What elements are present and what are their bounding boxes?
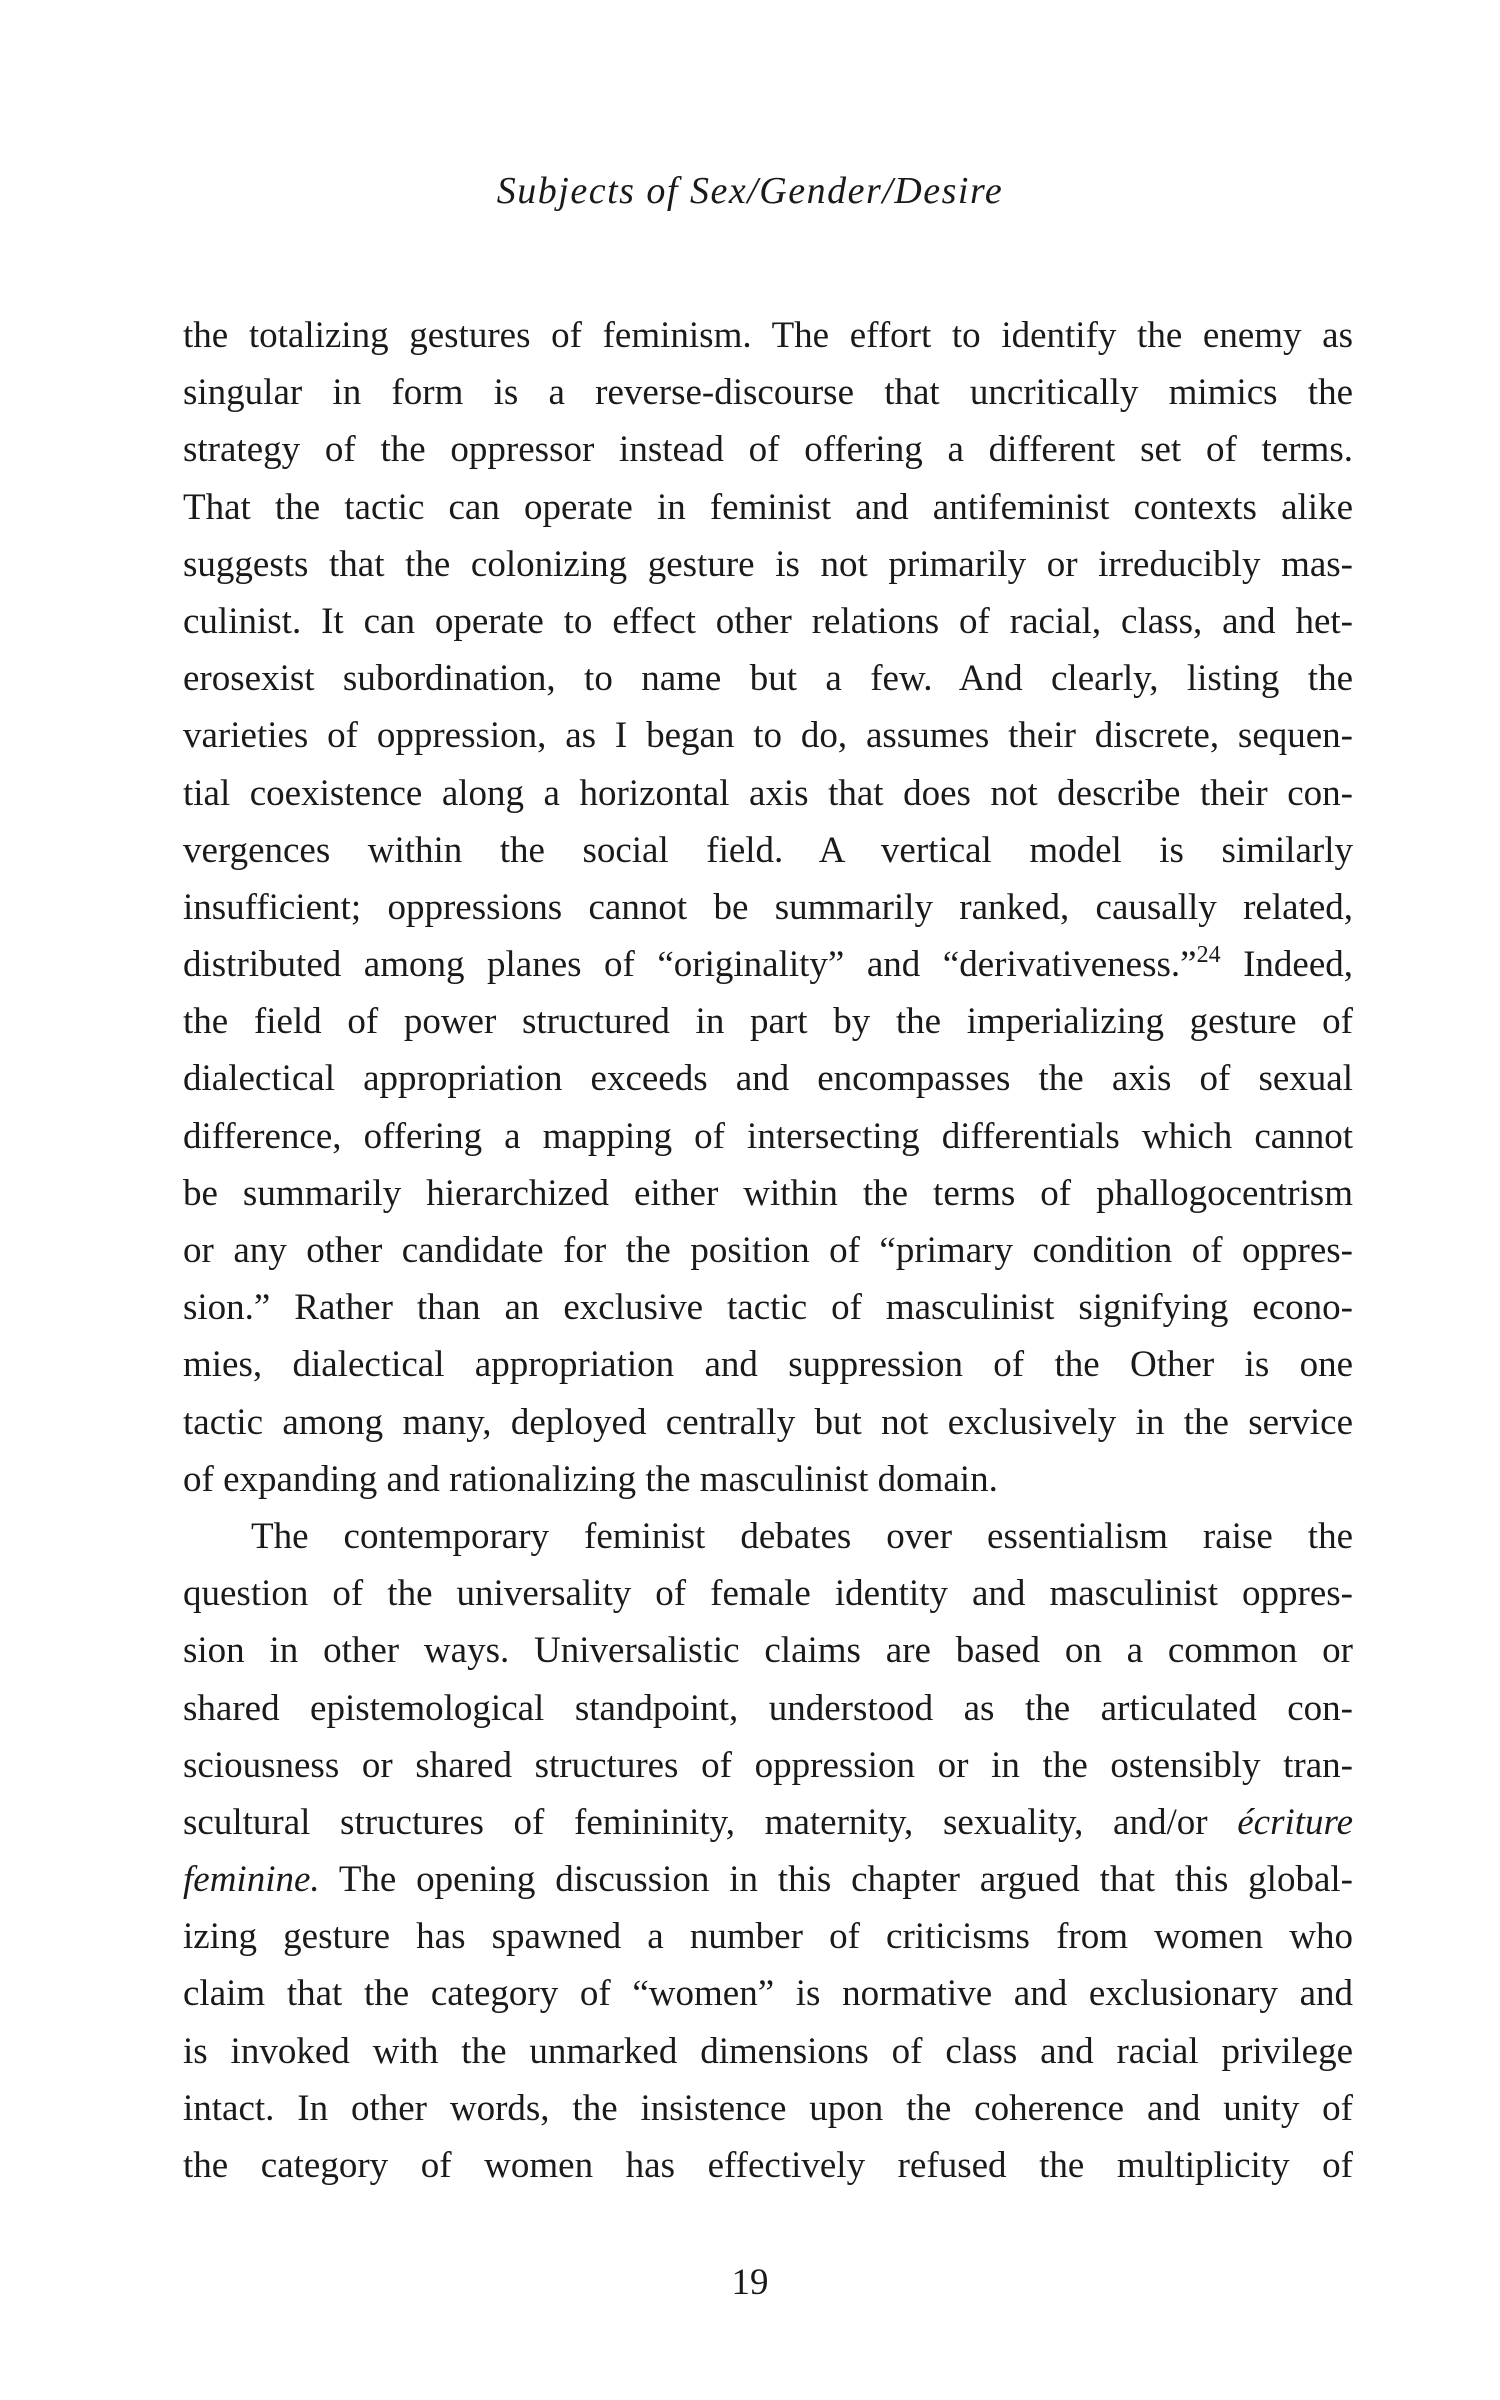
text-line: question of the universality of female identity and masculinist oppres- [183,1573,1353,1615]
text-line: varieties of oppression, as I began to do, assumes their discrete, sequen- [183,715,1353,757]
text-line: sciousness or shared structures of oppression or in the ostensibly tran- [183,1744,1353,1786]
text-line: the totalizing gestures of feminism. The effort to identify the enemy as [183,315,1353,356]
text-line: or any other candidate for the position of “primary condition of oppres- [183,1230,1353,1271]
text-line: strategy of the oppressor instead of offering a different set of terms. [183,429,1353,471]
text-line: That the tactic can operate in feminist and antifeminist contexts alike [183,486,1353,528]
body-text [183,307,1353,2194]
text-line: sion.” Rather than an exclusive tactic of masculinist signifying econo- [183,1287,1353,1329]
paragraph-start-line: The contemporary feminist debates over essentialism raise the [251,1515,1353,1557]
text-line: intact. In other words, the insistence upon the coherence and unity of [183,2087,1353,2129]
page-number: 19 [731,2262,769,2303]
text-line: difference, offering a mapping of intersecting differentials which cannot [183,1115,1353,1157]
text-line: suggests that the colonizing gesture is not primarily or irreducibly mas- [183,543,1353,585]
text-line: shared epistemological standpoint, understood as the articulated con- [183,1687,1353,1729]
text-line: the category of women has effectively refused the multiplicity of [183,2145,1353,2186]
text-line: singular in form is a reverse-discourse that uncritically mimics the [183,372,1353,414]
text-line-with-footnote [183,936,1353,993]
paragraph-end-line: of expanding and rationalizing the masculinist domain. [183,1458,998,1500]
text-line: insufficient; oppressions cannot be summarily ranked, causally related, [183,886,1353,928]
text-line: vergences within the social field. A vertical model is similarly [183,829,1353,871]
text-segment: The opening discussion in this chapter argued that this global- [319,1859,1353,1901]
text-line: tactic among many, deployed centrally but not exclusively in the service [183,1401,1353,1443]
text-line-with-italic [183,1851,1353,1908]
text-line: erosexist subordination, to name but a few. And clearly, listing the [183,658,1353,700]
text-line: dialectical appropriation exceeds and encompasses the axis of sexual [183,1058,1353,1100]
text-line: the field of power structured in part by the imperializing gesture of [183,1001,1353,1043]
text-segment: Indeed, [1220,944,1353,986]
text-line-with-italic [183,1794,1353,1851]
text-segment: scultural structures of femininity, maternity, sexuality, and/or [183,1801,1238,1843]
text-line: claim that the category of “women” is normative and exclusionary and [183,1973,1353,2015]
running-head: Subjects of Sex/Gender/Desire [496,170,1004,212]
text-line: izing gesture has spawned a number of criticisms from women who [183,1916,1353,1958]
text-line: is invoked with the unmarked dimensions of class and racial privilege [183,2030,1353,2072]
text-line: be summarily hierarchized either within the terms of phallogocentrism [183,1172,1353,1214]
text-line: mies, dialectical appropriation and suppression of the Other is one [183,1344,1353,1386]
footnote-marker: 24 [1196,942,1221,969]
text-line: tial coexistence along a horizontal axis that does not describe their con- [183,772,1353,814]
italic-term: feminine. [183,1859,320,1901]
text-line: culinist. It can operate to effect other relations of racial, class, and het- [183,600,1353,642]
italic-term: écriture [1237,1801,1353,1843]
text-line: sion in other ways. Universalistic claims are based on a common or [183,1630,1353,1672]
text-segment: distributed among planes of “originality” and “derivativeness.” [183,944,1197,986]
